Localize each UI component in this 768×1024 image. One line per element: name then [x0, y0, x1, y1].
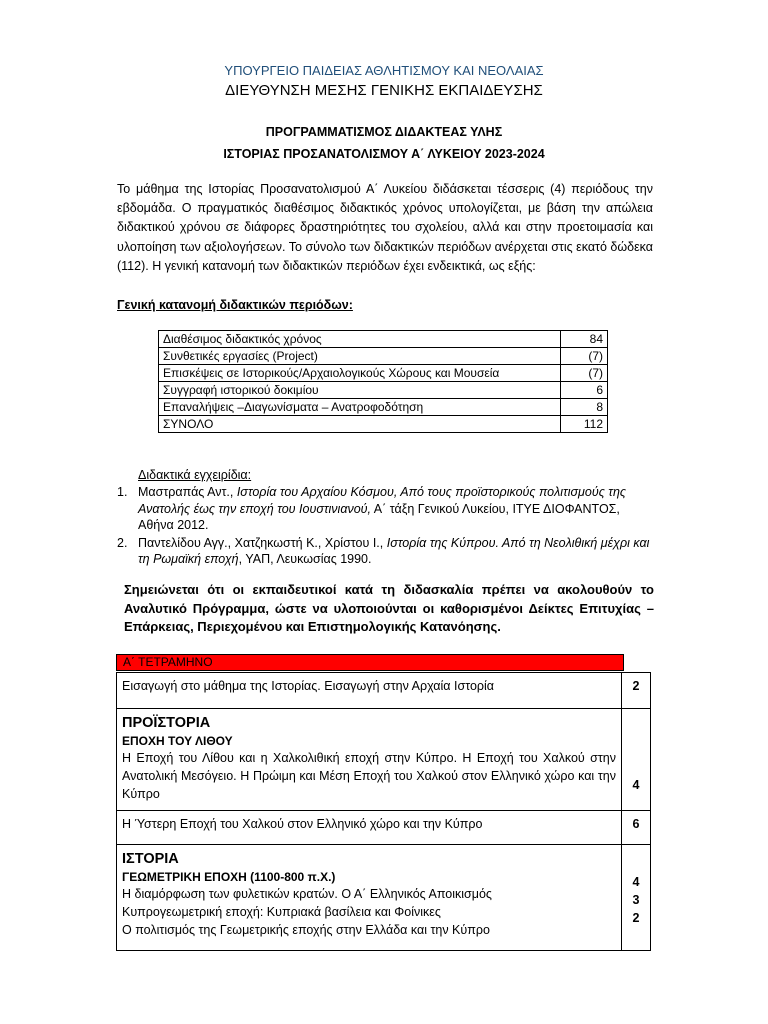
book-author: Μαστραπάς Αντ.,: [138, 485, 237, 499]
table-row: [159, 348, 608, 365]
topic-text: Κυπρογεωμετρική εποχή: Κυπριακά βασίλεια και Φοίνικες: [122, 905, 441, 919]
list-item: [117, 535, 653, 568]
distribution-label: Επισκέψεις σε Ιστορικούς/Αρχαιολογικούς Χώρους και Μουσεία: [159, 365, 561, 382]
book-title: Ιστορία του Αρχαίου Κόσμου, Από τους προϊστορικούς πολιτισμούς της Ανατολής έως την εποχή του Ιουστινιανού,: [138, 485, 626, 516]
periods-value: 2: [622, 673, 651, 709]
book-details: , ΥΑΠ, Λευκωσίας 1990.: [238, 552, 372, 566]
list-number: 2.: [117, 535, 128, 550]
distribution-value: (7): [561, 365, 608, 382]
topic-text: Η Εποχή του Λίθου και η Χαλκολιθική εποχή στην Κύπρο. Η Εποχή του Χαλκού στην Ανατολική Μεσόγειο. Η Πρώιμη και Μέση Εποχή του Χαλκού στον Ελληνικό χώρο και την Κύπρο: [122, 751, 616, 801]
book-title: Ιστορία της Κύπρου. Από τη Νεολιθική μέχρι και τη Ρωμαϊκή εποχή: [138, 535, 650, 566]
book-details: Α΄ τάξη Γενικού Λυκείου, ΙΤΥΕ ΔΙΟΦΑΝΤΟΣ, Αθήνα 2012.: [138, 501, 620, 532]
intro-paragraph: Το μάθημα της Ιστορίας Προσανατολισμού Α΄ Λυκείου διδάσκεται τέσσερις (4) περιόδους την εβδομάδα. Ο πραγματικός διαθέσιμος διδακτικός χρόνος υπολογίζεται, με βάση την απώλεια διδακτικού χρόνου σε διάφορες δραστηριότητες του σχολείου, αλλά και στην προετοιμασία και υλοποίηση των αξιολογήσεων. Το σύνολο των διδακτικών περιόδων ανέρχεται στις εκατό δώδεκα (112). Η γενική κατανομή των διδακτικών περιόδων έχει ενδεικτικά, ως εξής:: [117, 182, 653, 273]
history-cell: [117, 845, 622, 951]
document-title-line2: ΙΣΤΟΡΙΑΣ ΠΡΟΣΑΝΑΤΟΛΙΣΜΟΥ Α΄ ΛΥΚΕΙΟΥ 2023-2024: [223, 147, 545, 161]
topic-text: Η Ύστερη Εποχή του Χαλκού στον Ελληνικό χώρο και την Κύπρο: [117, 811, 622, 845]
table-row: [159, 331, 608, 348]
list-number: 1.: [117, 485, 128, 499]
topic-text: Εισαγωγή στο μάθημα της Ιστορίας. Εισαγωγή στην Αρχαία Ιστορία: [117, 673, 622, 709]
periods-value: 3: [632, 893, 640, 907]
section-title: ΠΡΟΪΣΤΟΡΙΑ: [122, 715, 211, 731]
periods-value: 2: [632, 911, 640, 925]
distribution-value: 84: [561, 331, 608, 348]
book-author: Παντελίδου Αγγ., Χατζηκωστή Κ., Χρίστου Ι.,: [138, 535, 387, 550]
table-row: [117, 811, 651, 845]
topic-text: Η διαμόρφωση των φυλετικών κρατών. Ο Α΄ Ελληνικός Αποικισμός: [122, 887, 492, 901]
periods-value: 4: [622, 709, 651, 811]
distribution-label: Επαναλήψεις –Διαγωνίσματα – Ανατροφοδότηση: [159, 399, 561, 416]
list-item: [117, 484, 653, 534]
direction-header: ΔΙΕΥΘΥΝΣΗ ΜΕΣΗΣ ΓΕΝΙΚΗΣ ΕΚΠΑΙΔΕΥΣΗΣ: [225, 82, 543, 99]
section-title: ΙΣΤΟΡΙΑ: [122, 851, 179, 867]
syllabus-table: [116, 672, 651, 951]
table-row: [117, 673, 651, 709]
periods-cell: [622, 845, 651, 951]
ministry-header: ΥΠΟΥΡΓΕΙΟ ΠΑΙΔΕΙΑΣ ΑΘΛΗΤΙΣΜΟΥ ΚΑΙ ΝΕΟΛΑΙΑΣ: [224, 63, 544, 78]
textbooks-list: [117, 484, 653, 569]
table-row: [159, 416, 608, 433]
distribution-label: Συνθετικές εργασίες (Project): [159, 348, 561, 365]
distribution-total-value: 112: [561, 416, 608, 433]
term-header: Α΄ ΤΕΤΡΑΜΗΝΟ: [116, 654, 624, 671]
table-row: [159, 382, 608, 399]
distribution-value: (7): [561, 348, 608, 365]
section-subtitle: ΓΕΩΜΕΤΡΙΚΗ ΕΠΟΧΗ (1100-800 π.Χ.): [122, 870, 336, 884]
section-subtitle: ΕΠΟΧΗ ΤΟΥ ΛΙΘΟΥ: [122, 734, 233, 748]
distribution-heading: Γενική κατανομή διδακτικών περιόδων:: [117, 298, 353, 312]
table-row: [159, 365, 608, 382]
document-title-line1: ΠΡΟΓΡΑΜΜΑΤΙΣΜΟΣ ΔΙΔΑΚΤΕΑΣ ΥΛΗΣ: [265, 125, 503, 139]
distribution-label: Διαθέσιμος διδακτικός χρόνος: [159, 331, 561, 348]
periods-value: 4: [632, 875, 640, 889]
distribution-total-label: ΣΥΝΟΛΟ: [159, 416, 561, 433]
topic-text: Ο πολιτισμός της Γεωμετρικής εποχής στην Ελλάδα και την Κύπρο: [122, 923, 490, 937]
distribution-table: [158, 330, 608, 433]
distribution-label: Συγγραφή ιστορικού δοκιμίου: [159, 382, 561, 399]
distribution-value: 8: [561, 399, 608, 416]
table-row: [117, 845, 651, 951]
table-row: [117, 709, 651, 811]
distribution-value: 6: [561, 382, 608, 399]
periods-value: 6: [622, 811, 651, 845]
prehistory-cell: [117, 709, 622, 811]
table-row: [159, 399, 608, 416]
textbooks-heading: Διδακτικά εγχειρίδια:: [138, 468, 252, 482]
curriculum-note: Σημειώνεται ότι οι εκπαιδευτικοί κατά τη διδασκαλία πρέπει να ακολουθούν το Αναλυτικό Πρόγραμμα, ώστε να υλοποιούνται οι καθορισμένοι Δείκτες Επιτυχίας – Επάρκειας, Περιεχομένου και Επιστημολογικής Κατανόησης.: [124, 582, 654, 634]
